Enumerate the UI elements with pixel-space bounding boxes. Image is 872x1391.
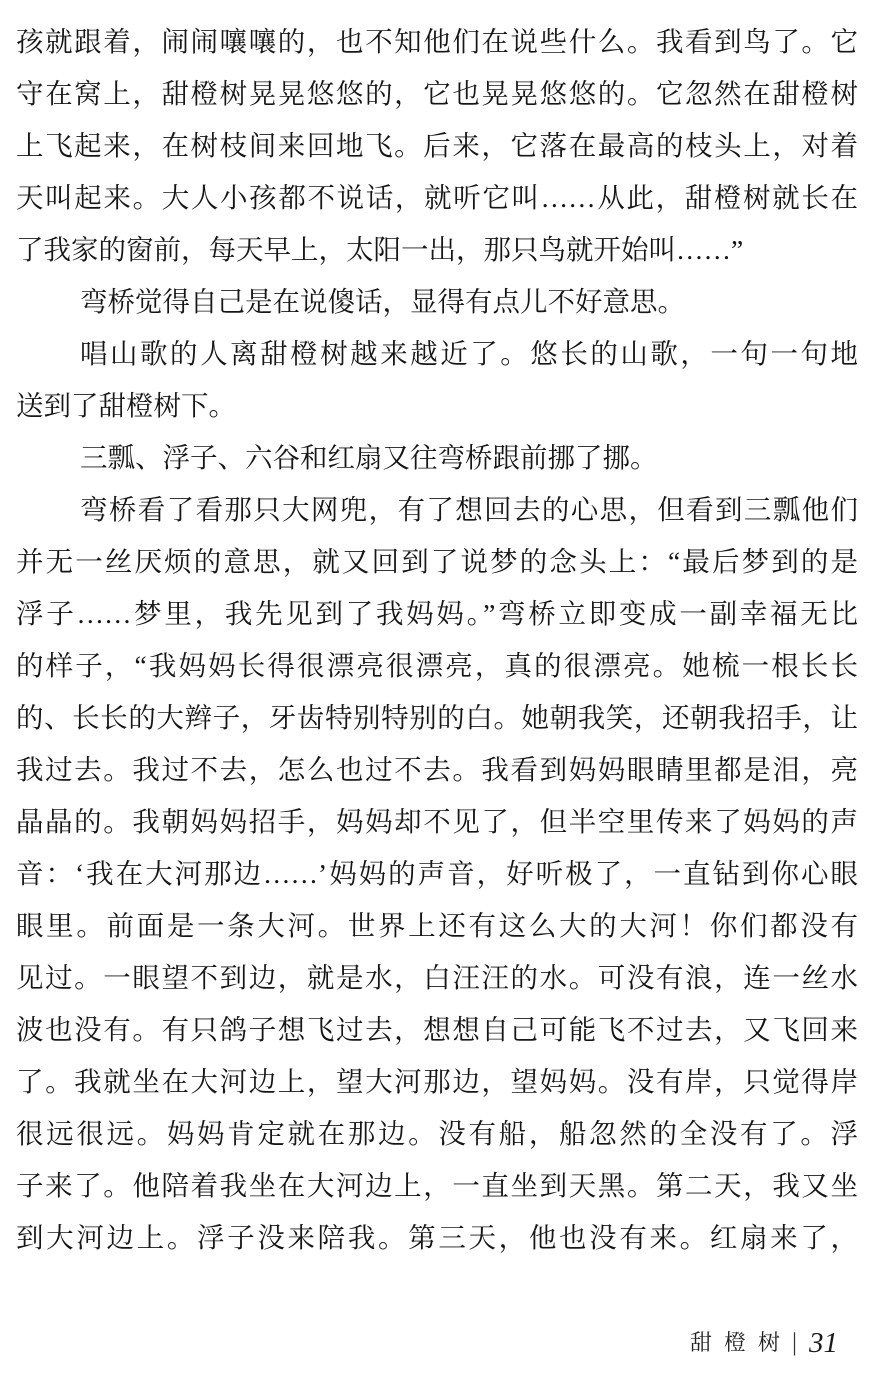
text-line: 眼里。前面是一条大河。世界上还有这么大的大河！你们都没有 — [16, 910, 858, 941]
page-text-block — [16, 16, 858, 1264]
text-line: 天叫起来。大人小孩都不说话，就听它叫……从此，甜橙树就长在 — [16, 182, 858, 213]
text-line: 了我家的窗前，每天早上，太阳一出，那只鸟就开始叫……” — [16, 234, 744, 265]
text-line: 晶晶的。我朝妈妈招手，妈妈却不见了，但半空里传来了妈妈的声 — [16, 806, 858, 837]
text-line: 的样子，“我妈妈长得很漂亮很漂亮，真的很漂亮。她梳一根长长 — [16, 650, 858, 681]
text-line: 浮子……梦里，我先见到了我妈妈。”弯桥立即变成一副幸福无比 — [16, 598, 858, 629]
text-line: 见过。一眼望不到边，就是水，白汪汪的水。可没有浪，连一丝水 — [16, 962, 858, 993]
text-line: 我过去。我过不去，怎么也过不去。我看到妈妈眼睛里都是泪，亮 — [16, 754, 858, 785]
text-line: 子来了。他陪着我坐在大河边上，一直坐到天黑。第二天，我又坐 — [16, 1170, 858, 1201]
page-number: 31 — [809, 1327, 838, 1359]
text-line: 三瓢、浮子、六谷和红扇又往弯桥跟前挪了挪。 — [80, 442, 658, 473]
text-line: 音：‘我在大河那边……’妈妈的声音，好听极了，一直钻到你心眼 — [16, 858, 858, 889]
text-line: 波也没有。有只鸽子想飞过去，想想自己可能飞不过去，又飞回来 — [16, 1014, 858, 1045]
text-line: 守在窝上，甜橙树晃晃悠悠的，它也晃晃悠悠的。它忽然在甜橙树 — [16, 78, 858, 109]
text-line: 弯桥看了看那只大网兜，有了想回去的心思，但看到三瓢他们 — [80, 494, 858, 525]
footer-divider: | — [791, 1329, 797, 1356]
text-line: 很远很远。妈妈肯定就在那边。没有船，船忽然的全没有了。浮 — [16, 1118, 858, 1149]
running-book-title: 甜橙树 — [689, 1330, 792, 1355]
text-line: 唱山歌的人离甜橙树越来越近了。悠长的山歌，一句一句地 — [80, 338, 858, 369]
text-line: 了。我就坐在大河边上，望大河那边，望妈妈。没有岸，只觉得岸 — [16, 1066, 858, 1097]
text-line: 上飞起来，在树枝间来回地飞。后来，它落在最高的枝头上，对着 — [16, 130, 858, 161]
text-line: 孩就跟着，闹闹嚷嚷的，也不知他们在说些什么。我看到鸟了。它 — [16, 26, 858, 57]
text-line: 的、长长的大辫子，牙齿特别特别的白。她朝我笑，还朝我招手，让 — [16, 702, 858, 733]
text-line: 送到了甜橙树下。 — [16, 390, 236, 421]
text-line: 并无一丝厌烦的意思，就又回到了说梦的念头上：“最后梦到的是 — [16, 546, 858, 577]
page-footer — [0, 1326, 838, 1360]
text-line: 弯桥觉得自己是在说傻话，显得有点儿不好意思。 — [80, 286, 685, 317]
text-line: 到大河边上。浮子没来陪我。第三天，他也没有来。红扇来了， — [16, 1222, 858, 1253]
